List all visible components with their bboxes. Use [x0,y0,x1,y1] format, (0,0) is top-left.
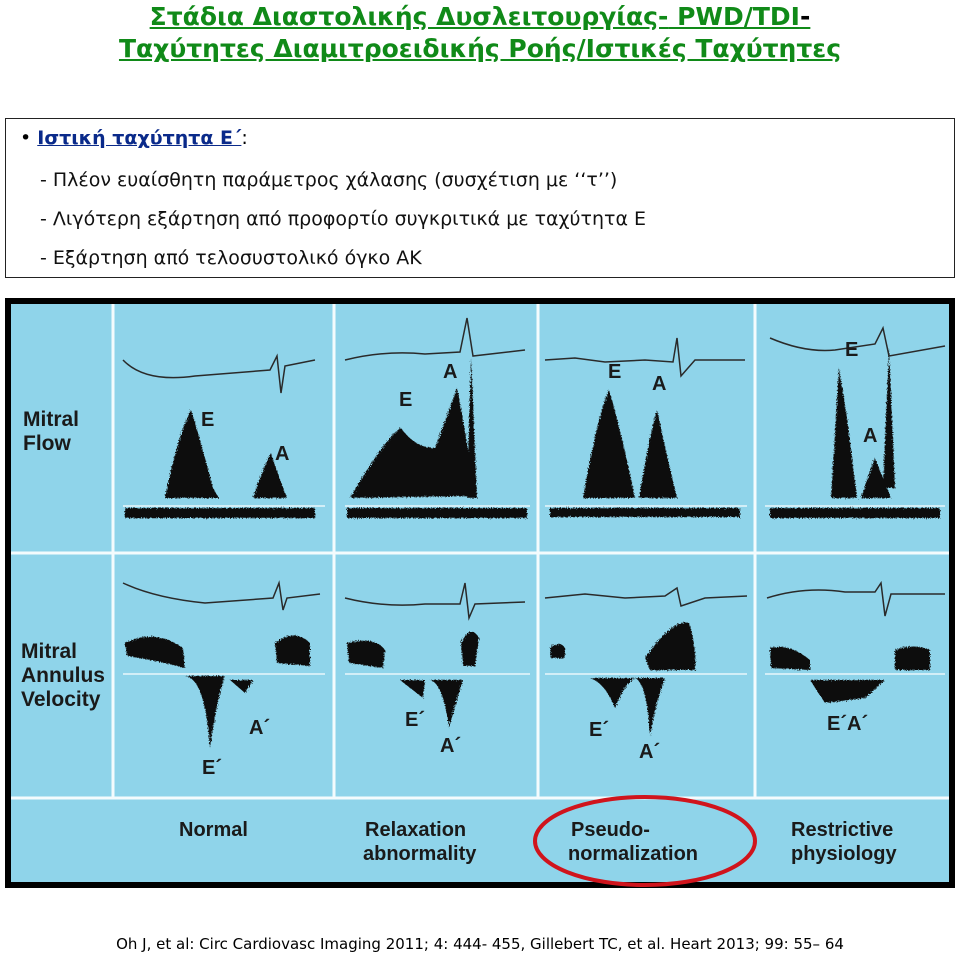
label-E-relax: E [399,389,413,411]
bullet-term-suffix: : [241,127,248,149]
col-label-restrict-1: Restrictive [791,819,894,841]
bullet-term: Ιστική ταχύτητα Ε΄ [37,127,242,149]
label-A-pseudo: A [652,373,667,395]
label-Ap-relax: A´ [440,735,462,757]
col-label-pseudo-1: Pseudo- [571,819,650,841]
col-label-pseudo-2: normalization [568,843,699,865]
title-line-2: Ταχύτητες Διαμιτροειδικής Ροής/Ιστικές Ταχύτητες [118,34,842,63]
citation: Oh J, et al: Circ Cardiovasc Imaging 2011; 4: 444- 455, Gillebert TC, et al. Heart 2013; 99: 55– 64 [116,935,844,953]
row-label-annulus-2: Annulus [21,664,105,687]
row-label-flow-2: Flow [23,432,71,455]
label-A-restrict: A [863,425,878,447]
label-Ap-pseudo: A´ [639,741,661,763]
box-line-2: - Λιγότερη εξάρτηση από προφορτίο συγκριτικά με ταχύτητα Ε [40,208,647,230]
label-E-normal: E [201,409,215,431]
bullet-item [20,127,248,149]
label-Ep-pseudo: E´ [589,719,609,741]
row-label-flow-1: Mitral [23,408,80,431]
info-box [5,118,955,278]
col-label-relax-2: abnormality [363,843,477,865]
col-label-normal: Normal [179,819,248,841]
title-line-1-prefix: Στάδια Διαστολικής Δυσλειτουργίας- [149,2,669,31]
label-Ap-normal: A´ [249,717,271,739]
label-EpAp-restrict: E´A´ [827,713,869,735]
row-label-annulus-3: Velocity [21,688,101,711]
title-line-1-suffix: PWD/TDI [668,2,800,31]
col-label-relax-1: Relaxation [365,819,467,841]
label-A-normal: A [275,443,290,465]
box-line-1: - Πλέον ευαίσθητη παράμετρος χάλασης (συσχέτιση με ‘‘τ’’) [40,169,618,191]
box-line-3: - Εξάρτηση από τελοσυστολικό όγκο ΑΚ [40,247,422,269]
label-E-pseudo: E [608,361,622,383]
label-Ep-normal: E´ [202,757,222,779]
label-A-relax: A [443,361,458,383]
doppler-figure [5,298,955,888]
title-line-1 [0,2,960,31]
label-E-restrict: E [845,339,859,361]
doppler-svg [5,298,955,888]
title-line-1-end: - [799,2,811,31]
bullet-glyph: • [20,127,32,149]
label-Ep-relax: E´ [405,709,425,731]
col-label-restrict-2: physiology [791,843,897,865]
row-label-annulus-1: Mitral [21,640,78,663]
